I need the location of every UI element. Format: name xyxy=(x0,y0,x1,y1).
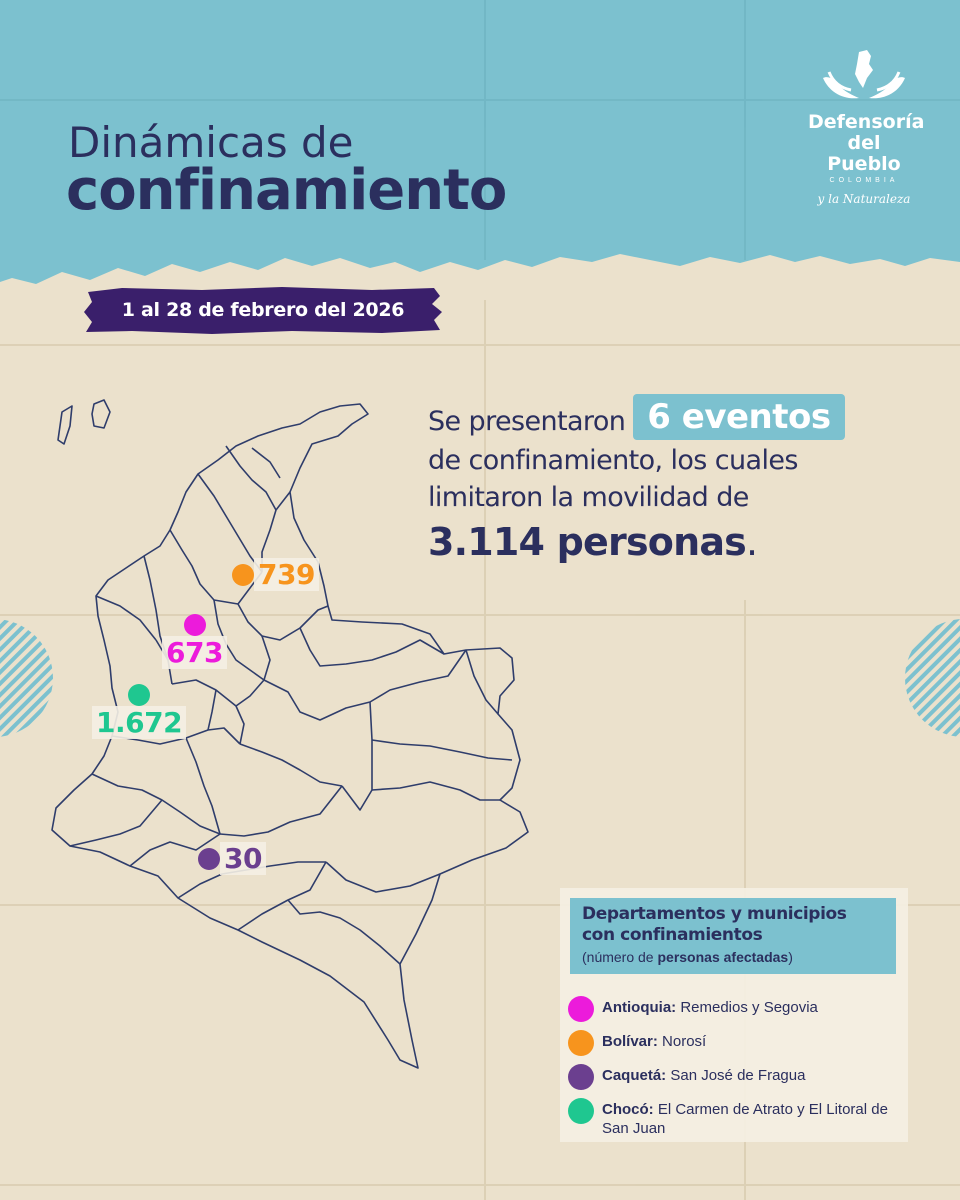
page-title-line2: confinamiento xyxy=(66,158,507,223)
legend-department-choco: Chocó: xyxy=(602,1101,654,1118)
page-title-line1: Dinámicas de xyxy=(68,118,354,167)
persons-total-line xyxy=(428,520,898,564)
marker-value-antioquia: 673 xyxy=(162,636,227,669)
legend-item-choco xyxy=(568,1100,898,1138)
legend-subtitle xyxy=(582,948,884,966)
legend-items xyxy=(568,998,898,1148)
map-marker-caqueta xyxy=(198,842,266,875)
legend-subtitle-open: (número de xyxy=(582,949,658,965)
events-badge: 6 eventos xyxy=(633,394,844,440)
legend-item-bolivar xyxy=(568,1032,898,1056)
legend-header xyxy=(570,898,896,974)
map-legend xyxy=(560,888,908,1142)
legend-swatch-bolivar xyxy=(568,1030,594,1056)
summary-prefix: Se presentaron xyxy=(428,406,626,437)
legend-places-choco: El Carmen de Atrato y El Litoral de San Juan xyxy=(602,1101,888,1137)
legend-subtitle-close: ) xyxy=(788,949,793,965)
persons-total: 3.114 personas xyxy=(428,520,746,564)
legend-swatch-caqueta xyxy=(568,1064,594,1090)
summary-line1 xyxy=(428,396,898,442)
legend-subtitle-bold: personas afectadas xyxy=(657,949,789,965)
legend-department-antioquia: Antioquia: xyxy=(602,999,677,1016)
legend-swatch-choco xyxy=(568,1098,594,1124)
marker-value-choco: 1.672 xyxy=(92,706,186,739)
map-marker-choco xyxy=(92,684,186,739)
logo-name-line1: Defensoría xyxy=(808,111,925,133)
legend-text-bolivar xyxy=(602,1032,706,1051)
decorative-stripes-right xyxy=(898,619,960,737)
legend-title-line2: con confinamientos xyxy=(582,925,763,945)
legend-title-line1: Departamentos y municipios xyxy=(582,904,847,924)
legend-department-bolivar: Bolívar: xyxy=(602,1033,658,1050)
summary-line3: limitaron la movilidad de xyxy=(428,482,749,513)
marker-dot-caqueta xyxy=(198,848,220,870)
marker-dot-bolivar xyxy=(232,564,254,586)
marker-dot-choco xyxy=(128,684,150,706)
marker-dot-antioquia xyxy=(184,614,206,636)
summary-block xyxy=(428,396,898,564)
legend-item-antioquia xyxy=(568,998,898,1022)
legend-item-caqueta xyxy=(568,1066,898,1090)
summary-line2: de confinamiento, los cuales xyxy=(428,445,798,476)
map-marker-antioquia xyxy=(162,614,227,669)
map-marker-bolivar xyxy=(232,558,319,591)
legend-department-caqueta: Caquetá: xyxy=(602,1067,667,1084)
legend-text-choco xyxy=(602,1100,898,1138)
logo-tagline: y la Naturaleza xyxy=(817,192,911,206)
logo-name-line2: del Pueblo xyxy=(827,132,901,175)
legend-places-bolivar: Norosí xyxy=(662,1033,707,1050)
logo-country: COLOMBIA xyxy=(829,177,899,184)
marker-value-bolivar: 739 xyxy=(254,558,319,591)
marker-value-caqueta: 30 xyxy=(220,842,266,875)
legend-text-antioquia xyxy=(602,998,818,1017)
legend-places-caqueta: San José de Fragua xyxy=(670,1067,806,1084)
legend-swatch-antioquia xyxy=(568,996,594,1022)
legend-text-caqueta xyxy=(602,1066,805,1085)
persons-suffix: . xyxy=(745,520,758,564)
decorative-stripes-left xyxy=(0,619,60,737)
date-range: 1 al 28 de febrero del 2026 xyxy=(121,299,405,321)
legend-places-antioquia: Remedios y Segovia xyxy=(680,999,818,1016)
